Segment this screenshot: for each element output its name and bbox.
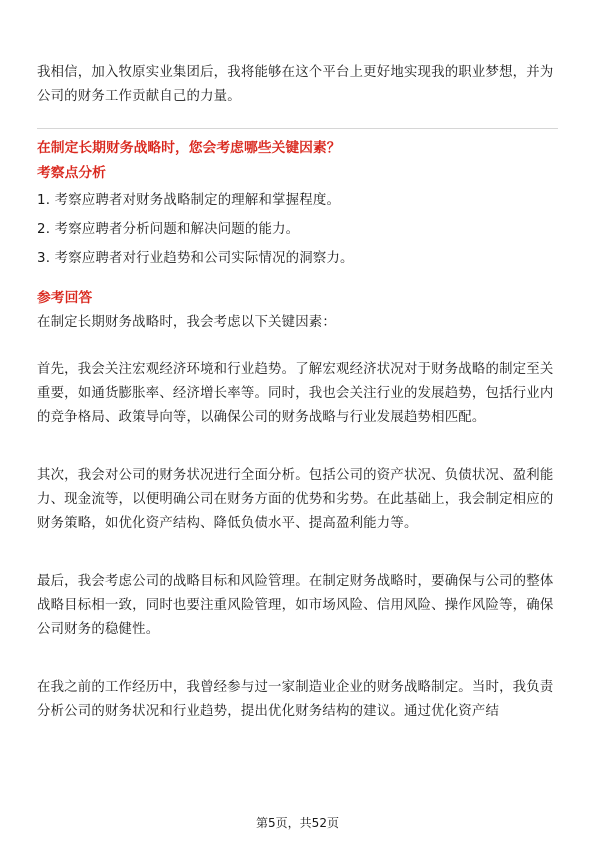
answer-body (37, 311, 558, 724)
analysis-point: 1. 考察应聘者对财务战略制定的理解和掌握程度。 (37, 193, 341, 208)
page-number: 第5页，共52页 (256, 816, 339, 830)
section-divider (37, 128, 558, 129)
answer-paragraph: 在我之前的工作经历中，我曾经参与过一家制造业企业的财务战略制定。当时，我负责分析公司的财务状况和行业趋势，提出优化财务结构的建议。通过优化资产结 (37, 680, 554, 719)
answer-paragraph: 最后，我会考虑公司的战略目标和风险管理。在制定财务战略时，要确保与公司的整体战略目标相一致，同时也要注重风险管理，如市场风险、信用风险、操作风险等，确保公司财务的稳健性。 (37, 574, 554, 637)
answer-paragraph: 首先，我会关注宏观经济环境和行业趋势。了解宏观经济状况对于财务战略的制定至关重要，如通货膨胀率、经济增长率等。同时，我也会关注行业的发展趋势，包括行业内的竞争格局、政策导向等，以确保公司的财务战略与行业发展趋势相匹配。 (37, 362, 554, 425)
analysis-point: 3. 考察应聘者对行业趋势和公司实际情况的洞察力。 (37, 251, 354, 266)
answer-paragraph: 其次，我会对公司的财务状况进行全面分析。包括公司的资产状况、负债状况、盈利能力、现金流等，以便明确公司在财务方面的优势和劣势。在此基础上，我会制定相应的财务策略，如优化资产结构、降低负债水平、提高盈利能力等。 (37, 468, 554, 531)
answer-heading: 参考回答 (37, 290, 93, 306)
analysis-heading: 考察点分析 (37, 165, 106, 181)
analysis-point: 2. 考察应聘者分析问题和解决问题的能力。 (37, 222, 300, 237)
answer-paragraph: 在制定长期财务战略时，我会考虑以下关键因素： (37, 315, 336, 330)
intro-paragraph: 我相信，加入牧原实业集团后，我将能够在这个平台上更好地实现我的职业梦想，并为公司的财务工作贡献自己的力量。 (37, 65, 554, 104)
question-heading: 在制定长期财务战略时，您会考虑哪些关键因素？ (37, 140, 341, 156)
analysis-points (37, 189, 558, 276)
